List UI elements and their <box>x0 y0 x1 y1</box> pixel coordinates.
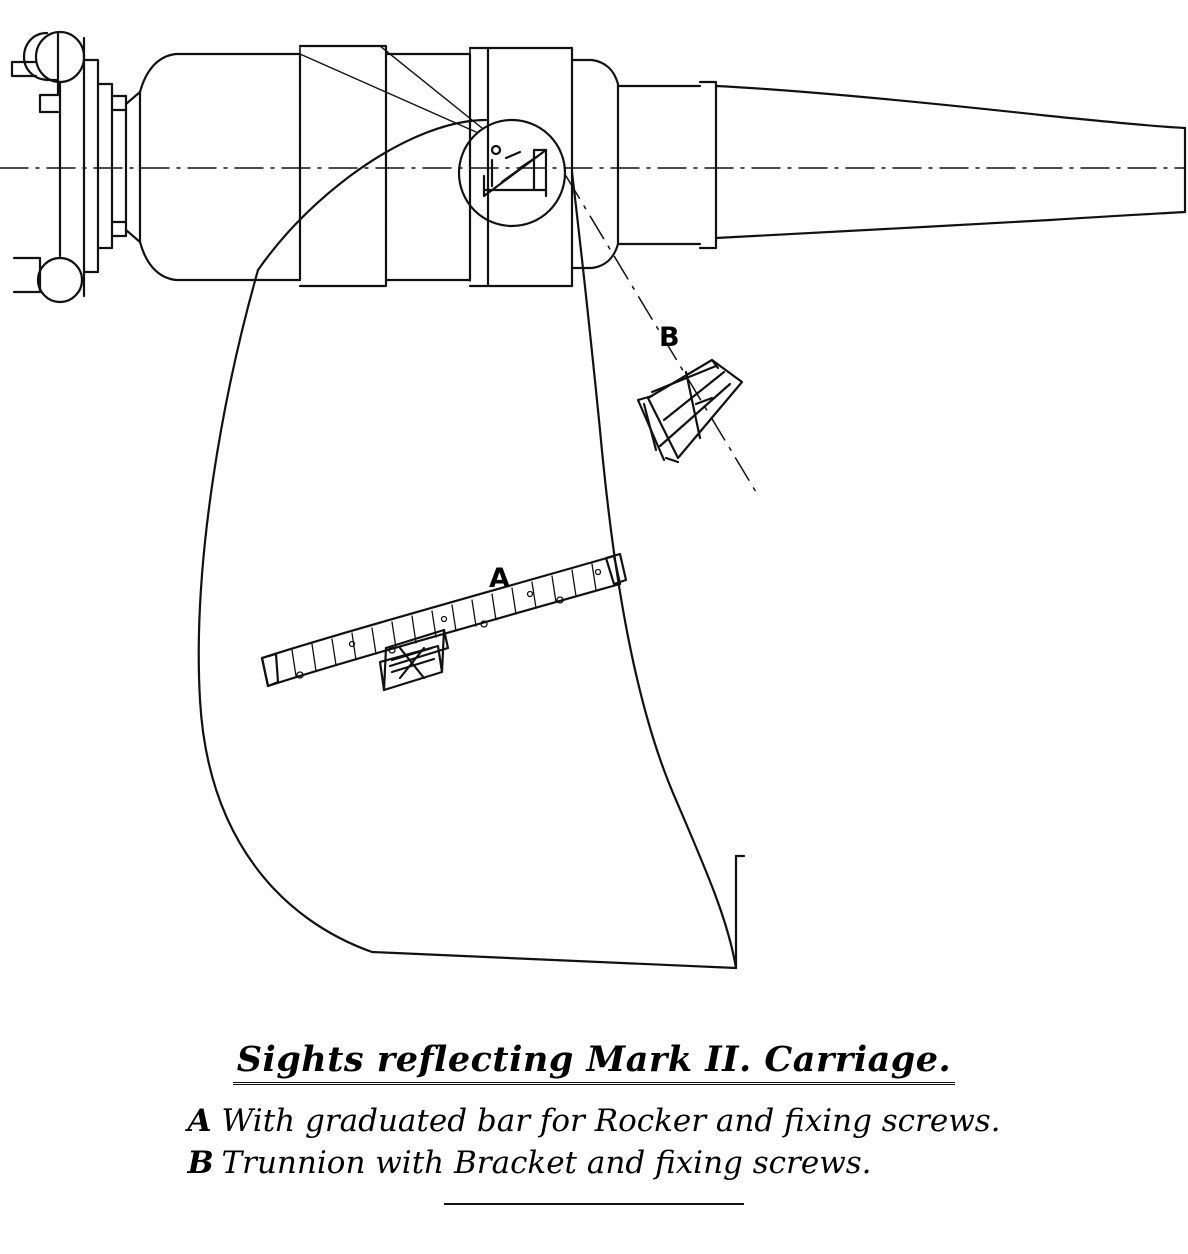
figure-caption <box>0 1040 1188 1205</box>
legend-item-a <box>187 1101 1000 1143</box>
shield-outline <box>199 120 744 968</box>
sight-detail-circle <box>459 120 565 226</box>
caption-title: Sights reflecting Mark II. Carriage. <box>233 1040 955 1085</box>
detail-leader-lines <box>300 46 482 132</box>
legend-key-a: A <box>187 1103 212 1140</box>
legend-text-b: Trunnion with Bracket and fixing screws. <box>221 1145 872 1182</box>
breech-assembly <box>12 32 140 302</box>
gun-barrel <box>618 82 1185 248</box>
part-a-graduated-bar <box>262 554 626 690</box>
callout-label-b: B <box>659 322 680 353</box>
caption-bottom-rule <box>444 1203 744 1205</box>
legend-text-a: With graduated bar for Rocker and fixing screws. <box>221 1103 1001 1140</box>
part-b-trunnion-bracket <box>638 360 742 462</box>
legend-item-b <box>187 1143 1000 1185</box>
callout-label-a: A <box>489 563 510 594</box>
legend-key-b: B <box>187 1145 214 1182</box>
caption-legend <box>187 1101 1000 1185</box>
